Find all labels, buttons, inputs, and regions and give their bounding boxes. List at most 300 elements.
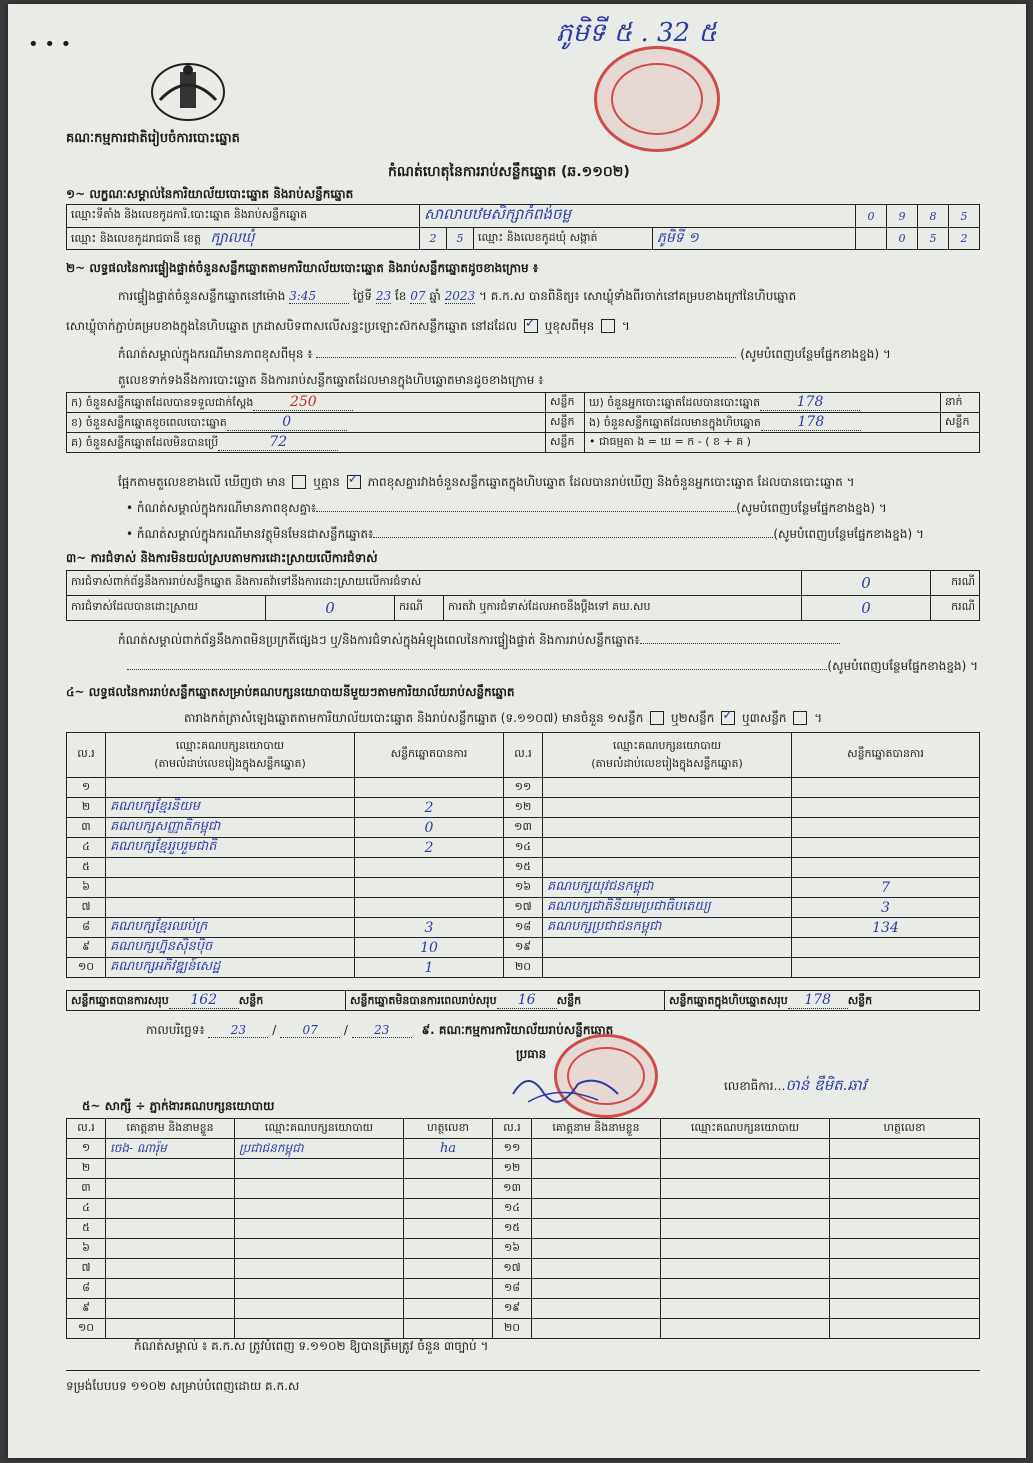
col-no: ល.រ	[504, 733, 543, 778]
witness-signature	[830, 1179, 980, 1199]
national-emblem-icon	[148, 60, 228, 122]
party-name: គណបក្សប្រជាជនកម្ពុជា	[543, 918, 792, 938]
party-name: គណបក្សខ្មែរនិយម	[106, 798, 355, 818]
witness-party	[661, 1179, 830, 1199]
votes-value: 0	[355, 818, 504, 838]
col-party: ឈ្មោះគណបក្សនយោបាយ	[661, 1119, 830, 1139]
witness-party	[235, 1159, 404, 1179]
col-party: ឈ្មោះគណបក្សនយោបាយ	[175, 739, 285, 752]
row-no: ២០	[493, 1319, 532, 1339]
party-name	[106, 778, 355, 798]
tally-sheet-count-line: តារាងកត់ត្រាសំឡេងឆ្នោតតាមការិយាល័យបោះឆ្នោត និងរាប់សន្លឹកឆ្នោត (ទ.១១០៧) មានចំនួន ១សន្លឹក ឬ២សន្លឹក ✓ ឬ៣សន្លឹក ។	[184, 710, 822, 728]
date-year: 23	[352, 1023, 412, 1038]
in-box-label: ង) ចំនួនសន្លឹកឆ្នោតដែលមានក្នុងហិបឆ្នោត	[589, 415, 761, 429]
results-row	[67, 938, 980, 958]
bullet-difference-label: • កំណត់សម្គាល់ក្នុងករណីមានភាពខុសគ្នា៖	[126, 501, 317, 515]
witness-party	[661, 1259, 830, 1279]
witness-party	[661, 1239, 830, 1259]
row-no: ១៧	[493, 1259, 532, 1279]
row-no: ៣	[67, 818, 106, 838]
section4-title: ៤~ លទ្ធផលនៃការរាប់សន្លឹកឆ្នោតសម្រាប់គណបក្សនយោបាយនីមួយៗតាមការិយាល័យរាប់សន្លឹកឆ្នោត	[66, 685, 515, 699]
witness-signature	[830, 1259, 980, 1279]
witness-signature	[830, 1279, 980, 1299]
one-sheet-checkbox[interactable]	[650, 711, 664, 725]
three-sheets-label: ឬ៣សន្លឹក	[742, 711, 787, 725]
day-label: ថ្ងៃទី	[353, 289, 373, 303]
witness-name	[532, 1139, 661, 1159]
party-name: គណបក្សអភិវឌ្ឍន៍សេដ្ឋ	[106, 958, 355, 978]
row-no: ១២	[493, 1159, 532, 1179]
comparison-line	[118, 474, 855, 492]
results-row	[67, 818, 980, 838]
col-signature: ហត្ថលេខា	[404, 1119, 493, 1139]
box-total-value: 178	[788, 992, 848, 1009]
different-checkbox[interactable]	[601, 319, 615, 333]
row-no: ១៨	[504, 918, 543, 938]
results-row	[67, 878, 980, 898]
date-day: 23	[208, 1023, 268, 1038]
party-name	[543, 798, 792, 818]
row-no: ៦	[67, 1239, 106, 1259]
witness-name	[532, 1239, 661, 1259]
witness-party	[235, 1319, 404, 1339]
voters-value: 178	[760, 394, 860, 411]
fill-back-note: (សូមបំពេញបន្ថែមផ្នែកខាងខ្នង) ។	[740, 347, 891, 361]
witness-signature	[404, 1159, 493, 1179]
resolved-label: ការជំទាស់ដែលបានដោះស្រាយ	[67, 596, 266, 621]
witness-header-row	[67, 1119, 980, 1139]
footnote: កំណត់សម្គាល់ ៖ គ.ក.ស ត្រូវបំពេញ ទ.១១០២ ឱ្យបានត្រឹមត្រូវ ចំនួន ៣ច្បាប់ ។	[134, 1339, 489, 1353]
bullet-foreign-label: • កំណត់សម្គាល់ក្នុងករណីមានវត្ថុមិនមែនជាសន្លឹកឆ្នោត៖	[126, 527, 374, 541]
section5-title: ៥~ សាក្សី ÷ ភ្នាក់ងារគណបក្សនយោបាយ	[82, 1099, 275, 1113]
votes-value	[792, 938, 980, 958]
box-total-label: សន្លឹកឆ្នោតក្នុងហិបឆ្នោតសរុប	[669, 993, 788, 1007]
witness-row	[67, 1279, 980, 1299]
witness-signature	[830, 1199, 980, 1219]
row-no: ៩	[67, 938, 106, 958]
unit: សន្លឹក	[556, 993, 582, 1007]
chair-label: ប្រធាន	[516, 1047, 547, 1061]
comparison-text: ផ្អែកតាមតួលេខខាងលើ ឃើញថា មាន	[118, 475, 286, 489]
bullet-foreign-object	[126, 526, 976, 544]
row-no: ១៧	[504, 898, 543, 918]
three-sheets-checkbox[interactable]	[793, 711, 807, 725]
votes-value	[792, 778, 980, 798]
valid-total-value: 162	[169, 992, 239, 1009]
witness-signature	[404, 1319, 493, 1339]
spoiled-value: 0	[227, 414, 347, 431]
row-no: ៧	[67, 1259, 106, 1279]
witness-party	[661, 1219, 830, 1239]
section2-title: ២~ លទ្ធផលនៃការផ្ទៀងផ្ទាត់ចំនួនសន្លឹកឆ្នោតតាមការិយាល័យបោះឆ្នោត និងរាប់សន្លឹកឆ្នោតដូចខាងក្រោម ៖	[66, 261, 539, 275]
verification-month: 07	[410, 289, 426, 303]
irregularities-note-cont	[66, 658, 978, 676]
row-no: ១៥	[493, 1219, 532, 1239]
row-no: ១៣	[493, 1179, 532, 1199]
row-no: ២០	[504, 958, 543, 978]
committee-signature-label: ៩. គណៈកម្មការការិយាល័យរាប់សន្លឹកឆ្នោត	[421, 1023, 614, 1037]
party-name	[543, 858, 792, 878]
party-name: គណបក្សហ្វ៊ុនស៊ិនប៉ិច	[106, 938, 355, 958]
irregularities-note	[118, 632, 978, 650]
witness-name	[106, 1219, 235, 1239]
witness-name	[532, 1299, 661, 1319]
row-no: ១០	[67, 958, 106, 978]
invalid-total-value: 16	[497, 992, 557, 1009]
verification-text: ការផ្ទៀងផ្ទាត់ចំនួនសន្លឹកឆ្នោតនៅម៉ោង	[118, 289, 286, 303]
results-row	[67, 958, 980, 978]
col-signature: ហត្ថលេខា	[830, 1119, 980, 1139]
station-code-digit: 9	[887, 205, 918, 228]
fill-back-note: (សូមបំពេញបន្ថែមផ្នែកខាងខ្នង) ។	[773, 527, 924, 541]
complaints-label: ការជំទាស់ពាក់ព័ន្ធនឹងការរាប់សន្លឹកឆ្នោត និងការតវ៉ាទៅនឹងការដោះស្រាយលើការជំទាស់	[67, 571, 802, 596]
witness-party	[661, 1199, 830, 1219]
row-no: ៤	[67, 838, 106, 858]
col-no: ល.រ	[67, 733, 106, 778]
results-row	[67, 858, 980, 878]
row-no: ៥	[67, 1219, 106, 1239]
witness-name	[106, 1299, 235, 1319]
date-line: កាលបរិច្ឆេទ៖ 23 / 07 / 23 ៩. គណៈកម្មការការិយាល័យរាប់សន្លឹកឆ្នោត	[146, 1023, 614, 1037]
tally-intro: តារាងកត់ត្រាសំឡេងឆ្នោតតាមការិយាល័យបោះឆ្នោត និងរាប់សន្លឹកឆ្នោត (ទ.១១០៧) មានចំនួន ១សន្លឹក	[184, 711, 644, 725]
witness-name	[532, 1199, 661, 1219]
row-no: ១០	[67, 1319, 106, 1339]
results-row	[67, 778, 980, 798]
col-no: ល.រ	[67, 1119, 106, 1139]
witness-name	[106, 1199, 235, 1219]
party-name: គណបក្សខ្មែរឈប់ក្រ	[106, 918, 355, 938]
col-party: ឈ្មោះគណបក្សនយោបាយ	[235, 1119, 404, 1139]
witness-row	[67, 1319, 980, 1339]
witness-signature	[830, 1219, 980, 1239]
station-name: សាលាបឋមសិក្សាកំពង់ចម្ល	[420, 205, 856, 228]
party-name	[543, 958, 792, 978]
witness-name	[532, 1219, 661, 1239]
witness-party	[235, 1279, 404, 1299]
same-checkbox[interactable]	[524, 319, 538, 333]
votes-value: 3	[355, 918, 504, 938]
commune-label: ឈ្មោះ និងលេខកូដឃុំ សង្កាត់	[474, 228, 653, 250]
station-code-digit: 5	[949, 205, 980, 228]
irregularities-label: កំណត់សម្គាល់ពាក់ព័ន្ធនឹងភាពមិនប្រក្រតីផ្សេងៗ ឬ/និងការជំទាស់ក្នុងអំឡុងពេលនៃការផ្ទៀងផ្ទាត់ និងការរាប់សន្លឹកឆ្នោត៖	[118, 633, 640, 647]
date-month: 07	[280, 1023, 340, 1038]
party-results-table	[66, 732, 980, 978]
complaints-value: 0	[802, 571, 931, 596]
valid-total-label: សន្លឹកឆ្នោតបានការសរុប	[71, 993, 169, 1007]
province-name: ក្បាលឃុំ	[210, 230, 255, 246]
month-label: ខែ	[394, 289, 407, 303]
footer-divider	[66, 1370, 980, 1371]
witness-row	[67, 1199, 980, 1219]
row-no: ៨	[67, 918, 106, 938]
witness-name	[532, 1159, 661, 1179]
row-no: ៧	[67, 898, 106, 918]
witness-name	[106, 1179, 235, 1199]
votes-value	[355, 778, 504, 798]
fill-back-note: (សូមបំពេញបន្ថែមផ្នែកខាងខ្នង) ។	[827, 659, 978, 673]
province-code-digit: 5	[447, 228, 474, 250]
year-label: ឆ្នាំ	[429, 289, 441, 303]
row-no: ៤	[67, 1199, 106, 1219]
unit: សន្លឹក	[546, 413, 585, 433]
party-name: គណបក្សសញ្ញាតិកម្ពុជា	[106, 818, 355, 838]
secretary-line: លេខាធិការ…ចាន់ ឌឹមិត.ឆាវ	[724, 1076, 867, 1094]
votes-value	[792, 838, 980, 858]
witness-name	[532, 1279, 661, 1299]
province-code-digit: 2	[420, 228, 447, 250]
witness-party	[235, 1219, 404, 1239]
row-no: ១៦	[493, 1239, 532, 1259]
appeal-label: ការតវ៉ា ឬការជំទាស់ដែលអាចនឹងប្តឹងទៅ គឃ.សប	[444, 596, 802, 621]
row-no: ១៣	[504, 818, 543, 838]
col-party-sub: (តាមលំដាប់លេខរៀងក្នុងសន្លឹកឆ្នោត)	[154, 757, 306, 770]
results-row	[67, 918, 980, 938]
row-no: ១៥	[504, 858, 543, 878]
witness-name	[106, 1239, 235, 1259]
witness-party	[235, 1239, 404, 1259]
col-party: ឈ្មោះគណបក្សនយោបាយ	[612, 739, 722, 752]
verification-text-end: ។ គ.ក.ស បានពិនិត្យ៖ សោឃ្លុំទាំងពីរចាក់នៅគម្របខាងក្រៅនៃហិបឆ្នោត	[479, 289, 797, 303]
witness-name	[106, 1259, 235, 1279]
witness-row	[67, 1259, 980, 1279]
party-name: គណបក្សខ្មែររួបរួមជាតិ	[106, 838, 355, 858]
witness-row	[67, 1159, 980, 1179]
row-no: ២	[67, 798, 106, 818]
fill-back-note: (សូមបំពេញបន្ថែមផ្នែកខាងខ្នង) ។	[736, 501, 887, 515]
witness-signature	[404, 1199, 493, 1219]
witness-row	[67, 1299, 980, 1319]
votes-value: 2	[355, 798, 504, 818]
row-no: ១៤	[504, 838, 543, 858]
row-no: ១៤	[493, 1199, 532, 1219]
unit: នាក់	[941, 393, 980, 413]
received-value: 250	[253, 394, 353, 411]
row-no: ៥	[67, 858, 106, 878]
row-no: ១	[67, 778, 106, 798]
committee-name: គណៈកម្មការជាតិរៀបចំការបោះឆ្នោត	[66, 131, 240, 146]
witness-party	[235, 1299, 404, 1319]
figures-intro: តួលេខទាក់ទងនឹងការបោះឆ្នោត និងការរាប់សន្លឹកឆ្នោតដែលមានក្នុងហិបឆ្នោតមានដូចខាងក្រោម ៖	[118, 373, 544, 387]
witness-signature	[404, 1279, 493, 1299]
witness-signature	[404, 1239, 493, 1259]
totals-table	[66, 990, 980, 1011]
row-no: ២	[67, 1159, 106, 1179]
commune-code-digit: 5	[918, 228, 949, 250]
witness-name	[106, 1159, 235, 1179]
secretary-label: លេខាធិការ	[724, 1079, 774, 1093]
formula: • ជាធម្មតា ង = ឃ = ក - ( ខ + គ )	[585, 433, 980, 453]
unit: សន្លឹក	[546, 393, 585, 413]
row-no: ១៦	[504, 878, 543, 898]
party-name	[543, 838, 792, 858]
has-difference-checkbox[interactable]	[292, 475, 306, 489]
verification-year: 2023	[444, 289, 476, 303]
different-label: ឬខុសពីមុន	[544, 319, 595, 333]
party-name	[106, 898, 355, 918]
witness-table	[66, 1118, 980, 1339]
witness-signature	[404, 1299, 493, 1319]
row-no: ១៩	[493, 1299, 532, 1319]
witness-name	[532, 1259, 661, 1279]
votes-value: 10	[355, 938, 504, 958]
case-unit: ករណី	[931, 571, 980, 596]
votes-value: 134	[792, 918, 980, 938]
party-name	[543, 938, 792, 958]
results-row	[67, 798, 980, 818]
station-code-digit: 0	[856, 205, 887, 228]
unit: សន្លឹក	[941, 413, 980, 433]
row-no: ១៩	[504, 938, 543, 958]
date-label: កាលបរិច្ឆេទ៖	[146, 1023, 205, 1037]
witness-party	[235, 1199, 404, 1219]
col-no: ល.រ	[493, 1119, 532, 1139]
province-label: ឈ្មោះ និងលេខកូដរាជធានី ខេត្ត	[71, 232, 201, 245]
witness-party	[661, 1299, 830, 1319]
results-row	[67, 898, 980, 918]
votes-value	[792, 858, 980, 878]
results-row	[67, 838, 980, 858]
row-no: ៣	[67, 1179, 106, 1199]
witness-party: ប្រជាជនកម្ពុជា	[235, 1139, 404, 1159]
unused-value: 72	[218, 434, 338, 451]
witness-signature	[830, 1159, 980, 1179]
votes-value: 3	[792, 898, 980, 918]
chair-signature-icon	[508, 1064, 628, 1108]
votes-value	[355, 858, 504, 878]
party-name	[106, 878, 355, 898]
witness-party	[661, 1279, 830, 1299]
commune-code-digit: 2	[949, 228, 980, 250]
difference-note-label: កំណត់សម្គាល់ក្នុងករណីមានភាពខុសពីមុន ៖	[118, 347, 313, 361]
seal-check-text: សោឃ្លុំចាក់ភ្ជាប់គម្របខាងក្នុងនៃហិបឆ្នោត ក្រដាសបិទពាសលើសន្ទះប្រឡោះស៊កសន្លឹកឆ្នោត នៅដដែល	[66, 319, 518, 333]
station-label: ឈ្មោះទីតាំង និងលេខកូដការិ.បោះឆ្នោត និងរាប់សន្លឹកឆ្នោត	[67, 205, 420, 228]
period: ។	[621, 319, 630, 333]
witness-row	[67, 1219, 980, 1239]
witness-name	[532, 1179, 661, 1199]
row-no: ១១	[493, 1139, 532, 1159]
witness-row	[67, 1239, 980, 1259]
row-no: ១១	[504, 778, 543, 798]
complaints-table	[66, 570, 980, 621]
commune-name: ភូមិទី ១	[653, 228, 856, 250]
col-name: គោត្តនាម និងនាមខ្លួន	[532, 1119, 661, 1139]
in-box-value: 178	[761, 414, 861, 431]
party-name	[543, 818, 792, 838]
col-name: គោត្តនាម និងនាមខ្លួន	[106, 1119, 235, 1139]
verification-line	[118, 288, 796, 306]
spoiled-label: ខ) ចំនួនសន្លឹកឆ្នោតខូចពេលបោះឆ្នោត	[71, 415, 227, 429]
secretary-name: ចាន់ ឌឹមិត.ឆាវ	[785, 1076, 867, 1094]
section3-title: ៣~ ការជំទាស់ និងការមិនយល់ស្របតាមការដោះស្រាយលើការជំទាស់	[66, 551, 378, 565]
witness-party	[235, 1259, 404, 1279]
col-party-sub: (តាមលំដាប់លេខរៀងក្នុងសន្លឹកឆ្នោត)	[591, 757, 743, 770]
ballot-figures-table	[66, 392, 980, 453]
witness-name	[532, 1319, 661, 1339]
top-handwritten-note: ភូមិទី ៥ . 32 ៥	[556, 18, 717, 48]
commune-code-digit: 0	[887, 228, 918, 250]
witness-party	[661, 1159, 830, 1179]
seal-check-line	[66, 318, 630, 336]
two-sheets-checkbox[interactable]	[721, 711, 735, 725]
bullet-difference	[126, 500, 976, 518]
witness-party	[235, 1179, 404, 1199]
party-name	[543, 778, 792, 798]
form-footer: ទម្រង់បែបបទ ១១០២ សម្រាប់បំពេញដោយ គ.ក.ស	[66, 1379, 300, 1393]
party-name: គណបក្សជាតិនិយមប្រជាធិបតេយ្យ	[543, 898, 792, 918]
no-difference-checkbox[interactable]	[347, 475, 361, 489]
row-no: ១៨	[493, 1279, 532, 1299]
row-no: ៩	[67, 1299, 106, 1319]
official-seal-top	[594, 46, 720, 152]
votes-value	[355, 898, 504, 918]
received-label: ក) ចំនួនសន្លឹកឆ្នោតដែលបានទទួលជាក់ស្តែង	[71, 395, 254, 409]
party-name: គណបក្សយុវជនកម្ពុជា	[543, 878, 792, 898]
section1-title: ១~ លក្ខណៈសម្គាល់នៃការិយាល័យបោះឆ្នោត និងរាប់សន្លឹកឆ្នោត	[66, 187, 354, 201]
witness-signature: ha	[404, 1139, 493, 1159]
votes-value	[792, 958, 980, 978]
invalid-total-label: សន្លឹកឆ្នោតមិនបានការពេលរាប់សរុប	[350, 993, 497, 1007]
row-no: ៨	[67, 1279, 106, 1299]
votes-value	[355, 878, 504, 898]
appeal-value: 0	[802, 596, 931, 621]
case-unit: ករណី	[931, 596, 980, 621]
unit: សន្លឹក	[238, 993, 264, 1007]
two-sheets-label: ឬ២សន្លឹក	[671, 711, 715, 725]
witness-row	[67, 1179, 980, 1199]
unused-label: គ) ចំនួនសន្លឹកឆ្នោតដែលមិនបានប្រើ	[71, 435, 219, 449]
votes-value: 7	[792, 878, 980, 898]
col-votes: សន្លឹកឆ្នោតបានការ	[355, 733, 504, 778]
comparison-text-end: ភាពខុសគ្នារវាងចំនួនសន្លឹកឆ្នោតក្នុងហិបឆ្នោត ដែលបានរាប់ឃើញ និងចំនួនអ្នកបោះឆ្នោត ដែលបានបោះឆ្នោត ។	[367, 475, 855, 489]
witness-name	[106, 1319, 235, 1339]
station-code-digit: 8	[918, 205, 949, 228]
unit: សន្លឹក	[847, 993, 873, 1007]
witness-name	[106, 1279, 235, 1299]
station-identity-table	[66, 204, 980, 250]
witness-signature	[404, 1259, 493, 1279]
votes-value: 1	[355, 958, 504, 978]
no-difference-label: ឬគ្មាន	[313, 475, 340, 489]
party-name	[106, 858, 355, 878]
voters-label: ឃ) ចំនួនអ្នកបោះឆ្នោតដែលបានបោះឆ្នោត	[589, 395, 761, 409]
witness-name: ចេង- ណារ៉ុម	[106, 1139, 235, 1159]
witness-signature	[404, 1179, 493, 1199]
verification-day: 23	[375, 289, 392, 303]
witness-party	[661, 1139, 830, 1159]
row-no: ១	[67, 1139, 106, 1159]
witness-signature	[830, 1239, 980, 1259]
votes-value	[792, 798, 980, 818]
difference-note-line	[118, 346, 976, 364]
votes-value: 2	[355, 838, 504, 858]
witness-signature	[830, 1139, 980, 1159]
witness-row	[67, 1139, 980, 1159]
case-unit: ករណី	[395, 596, 444, 621]
col-votes: សន្លឹកឆ្នោតបានការ	[792, 733, 980, 778]
row-no: ១២	[504, 798, 543, 818]
witness-signature	[404, 1219, 493, 1239]
witness-signature	[830, 1299, 980, 1319]
resolved-value: 0	[266, 596, 395, 621]
corner-marks: • • •	[28, 34, 72, 55]
votes-value	[792, 818, 980, 838]
row-no: ៦	[67, 878, 106, 898]
unit: សន្លឹក	[546, 433, 585, 453]
witness-party	[661, 1319, 830, 1339]
ballot-count-report-page	[8, 4, 1026, 1458]
witness-signature	[830, 1319, 980, 1339]
document-title: កំណត់ហេតុនៃការរាប់សន្លឹកឆ្នោត (ឆ.១១០២)	[388, 164, 630, 180]
